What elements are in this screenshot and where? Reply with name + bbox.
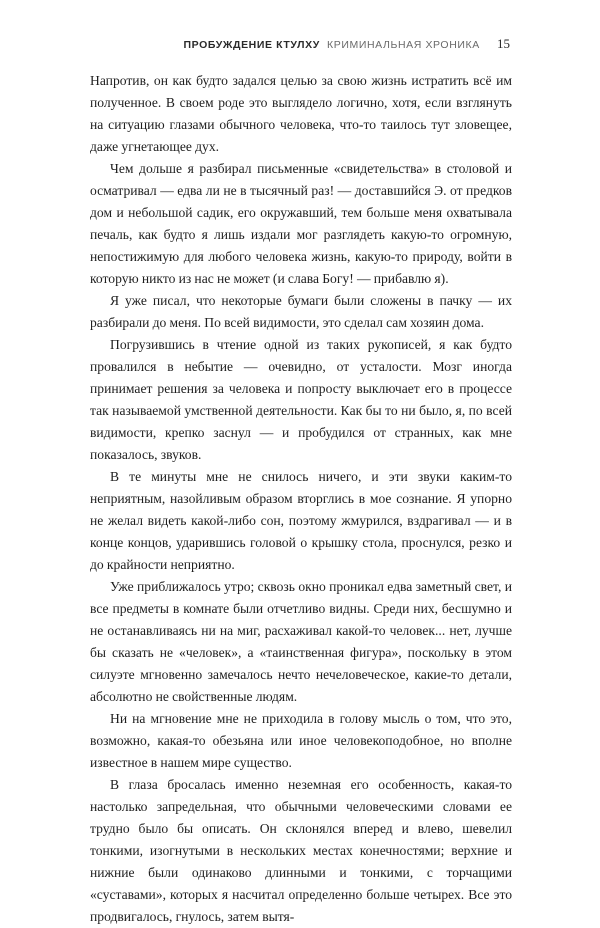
paragraph-4: Погрузившись в чтение одной из таких рукописей, я как будто провалился в небытие — очевидно, от усталости. Мозг иногда принимает решения за человека и попросту выключает его в процессе так называемой умственной деятельности. Как бы то ни было, я, по всей видимости, крепко заснул — и пробудился от странных, как мне показалось, звуков. <box>90 337 512 462</box>
chapter-title: КРИМИНАЛЬНАЯ ХРОНИКА <box>327 39 480 51</box>
body-text <box>90 70 512 928</box>
book-title: ПРОБУЖДЕНИЕ КТУЛХУ <box>183 39 320 51</box>
page-number: 15 <box>497 36 510 51</box>
paragraph-6: Уже приближалось утро; сквозь окно проникал едва заметный свет, и все предметы в комнате были отчетливо видны. Среди них, бесшумно и не останавливаясь ни на миг, расхаживал какой-то человек... нет, лучше бы сказать не «человек», а «таинственная фигура», поскольку в этом силуэте мгновенно замечалось нечто нечеловеческое, какие-то детали, абсолютно не свойственные людям. <box>90 579 512 704</box>
paragraph-1: Напротив, он как будто задался целью за свою жизнь истратить всё им полученное. В своем роде это выглядело логично, хотя, если взглянуть на ситуацию глазами обычного человека, что-то таилось тут зловещее, даже угнетающее дух. <box>90 73 512 154</box>
paragraph-2: Чем дольше я разбирал письменные «свидетельства» в столовой и осматривал — едва ли не в тысячный раз! — доставшийся Э. от предков дом и небольшой садик, его окружавший, тем больше меня охватывала печаль, как будто я лишь издали мог разглядеть какую-то огромную, непостижимую для любого человека жизнь, какую-то природу, войти в которую никто из нас не может (и слава Богу! — прибавлю я). <box>90 161 512 286</box>
paragraph-7: Ни на мгновение мне не приходила в голову мысль о том, что это, возможно, какая-то обезьяна или иное человекоподобное, но вполне известное в нашем мире существо. <box>90 711 512 770</box>
paragraph-3: Я уже писал, что некоторые бумаги были сложены в пачку — их разбирали до меня. По всей видимости, это сделал сам хозяин дома. <box>90 293 512 330</box>
paragraph-8: В глаза бросалась именно неземная его особенность, какая-то настолько запредельная, что обычными человеческими словами ее трудно было бы описать. Он склонялся вперед и влево, шевелил тонкими, изогнутыми в нескольких местах конечностями; верхние и нижние были одинаково длинными и тонкими, с торчащими «суставами», которых я насчитал определенно больше четырех. Все это продвигалось, гнулось, затем вытя- <box>90 777 512 924</box>
running-header <box>0 36 510 53</box>
paragraph-5: В те минуты мне не снилось ничего, и эти звуки каким-то неприятным, назойливым образом вторглись в мое сознание. Я упорно не желал видеть какой-либо сон, поэтому жмурился, вздрагивал — и в конце концов, ударившись головой о крышку стола, проснулся, резко и до крайности неприятно. <box>90 469 512 572</box>
